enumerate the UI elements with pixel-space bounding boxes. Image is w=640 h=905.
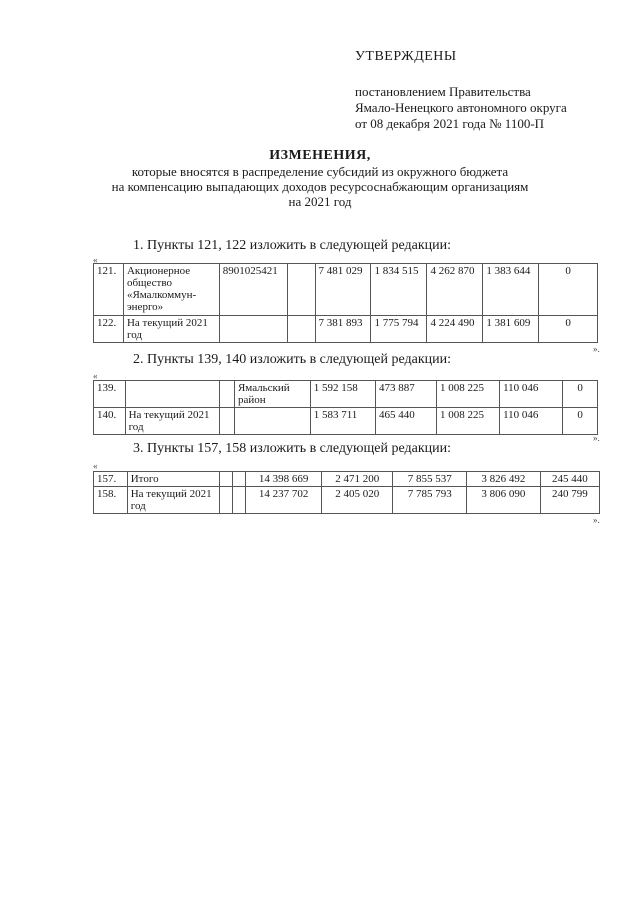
value-5: 0 bbox=[539, 316, 598, 343]
empty-cell bbox=[219, 487, 232, 514]
value-5: 0 bbox=[563, 381, 598, 408]
value-4: 110 046 bbox=[500, 381, 563, 408]
section-3-text: 3. Пункты 157, 158 изложить в следующей редакции: bbox=[133, 441, 452, 456]
row-number: 158. bbox=[94, 487, 128, 514]
organization-name: На текущий 2021 год bbox=[127, 487, 219, 514]
table-section-1 bbox=[93, 263, 598, 343]
value-2: 2 405 020 bbox=[321, 487, 393, 514]
quote-close: ». bbox=[593, 515, 600, 525]
table-row bbox=[94, 472, 600, 487]
quote-close: ». bbox=[593, 433, 600, 443]
table-row bbox=[94, 264, 598, 316]
document-heading bbox=[0, 148, 640, 209]
value-3: 7 785 793 bbox=[393, 487, 467, 514]
value-4: 1 381 609 bbox=[483, 316, 539, 343]
value-5: 245 440 bbox=[540, 472, 599, 487]
quote-open: « bbox=[93, 461, 98, 471]
value-4: 110 046 bbox=[500, 408, 563, 435]
table-row bbox=[94, 408, 598, 435]
value-total: 1 583 711 bbox=[310, 408, 375, 435]
value-5: 0 bbox=[539, 264, 598, 316]
value-total: 7 481 029 bbox=[315, 264, 371, 316]
value-3: 7 855 537 bbox=[393, 472, 467, 487]
quote-close: ». bbox=[593, 344, 600, 354]
organization-name: Итого bbox=[127, 472, 219, 487]
value-total: 7 381 893 bbox=[315, 316, 371, 343]
approval-line: постановлением Правительства bbox=[355, 84, 531, 99]
heading-subtitle: которые вносятся в распределение субсидий из окружного бюджета bbox=[131, 164, 509, 179]
empty-cell bbox=[219, 472, 232, 487]
row-number: 122. bbox=[94, 316, 124, 343]
quote-open: « bbox=[93, 371, 98, 381]
inn bbox=[219, 316, 287, 343]
value-2: 1 775 794 bbox=[371, 316, 427, 343]
value-total: 14 398 669 bbox=[246, 472, 322, 487]
section-2-text: 2. Пункты 139, 140 изложить в следующей редакции: bbox=[133, 352, 452, 367]
organization-name: На текущий 2021 год bbox=[125, 408, 220, 435]
empty-cell bbox=[233, 487, 246, 514]
value-3: 1 008 225 bbox=[436, 381, 499, 408]
heading-subtitle: на 2021 год bbox=[288, 194, 352, 209]
district-name bbox=[234, 408, 310, 435]
approval-title: УТВЕРЖДЕНЫ bbox=[355, 49, 457, 64]
value-3: 1 008 225 bbox=[436, 408, 499, 435]
row-number: 157. bbox=[94, 472, 128, 487]
value-4: 1 383 644 bbox=[483, 264, 539, 316]
table-section-3 bbox=[93, 471, 600, 514]
value-4: 3 806 090 bbox=[467, 487, 541, 514]
row-number: 139. bbox=[94, 381, 126, 408]
organization-name: Акционерное общество «Ямалкоммун-энерго» bbox=[123, 264, 219, 316]
value-2: 2 471 200 bbox=[321, 472, 393, 487]
value-3: 4 262 870 bbox=[427, 264, 483, 316]
value-2: 1 834 515 bbox=[371, 264, 427, 316]
inn: 8901025421 bbox=[219, 264, 287, 316]
approval-block bbox=[355, 48, 567, 132]
empty-cell bbox=[220, 408, 235, 435]
table-section-2 bbox=[93, 380, 598, 435]
value-total: 14 237 702 bbox=[246, 487, 322, 514]
row-number: 140. bbox=[94, 408, 126, 435]
empty-cell bbox=[220, 381, 235, 408]
table-row bbox=[94, 316, 598, 343]
value-3: 4 224 490 bbox=[427, 316, 483, 343]
row-number: 121. bbox=[94, 264, 124, 316]
empty-cell bbox=[233, 472, 246, 487]
value-total: 1 592 158 bbox=[310, 381, 375, 408]
value-5: 0 bbox=[563, 408, 598, 435]
value-4: 3 826 492 bbox=[467, 472, 541, 487]
quote-open: « bbox=[93, 255, 98, 265]
table-row bbox=[94, 487, 600, 514]
heading-title: ИЗМЕНЕНИЯ, bbox=[269, 148, 371, 163]
empty-cell bbox=[287, 264, 315, 316]
district-name: Ямальский район bbox=[234, 381, 310, 408]
organization-name: На текущий 2021 год bbox=[123, 316, 219, 343]
approval-line: от 08 декабря 2021 года № 1100-П bbox=[355, 116, 545, 131]
heading-subtitle: на компенсацию выпадающих доходов ресурсоснабжающим организациям bbox=[111, 179, 529, 194]
approval-line: Ямало-Ненецкого автономного округа bbox=[355, 100, 567, 115]
organization-name bbox=[125, 381, 220, 408]
value-2: 465 440 bbox=[375, 408, 436, 435]
table-row bbox=[94, 381, 598, 408]
value-2: 473 887 bbox=[375, 381, 436, 408]
section-1-text: 1. Пункты 121, 122 изложить в следующей редакции: bbox=[133, 238, 452, 253]
value-5: 240 799 bbox=[540, 487, 599, 514]
empty-cell bbox=[287, 316, 315, 343]
